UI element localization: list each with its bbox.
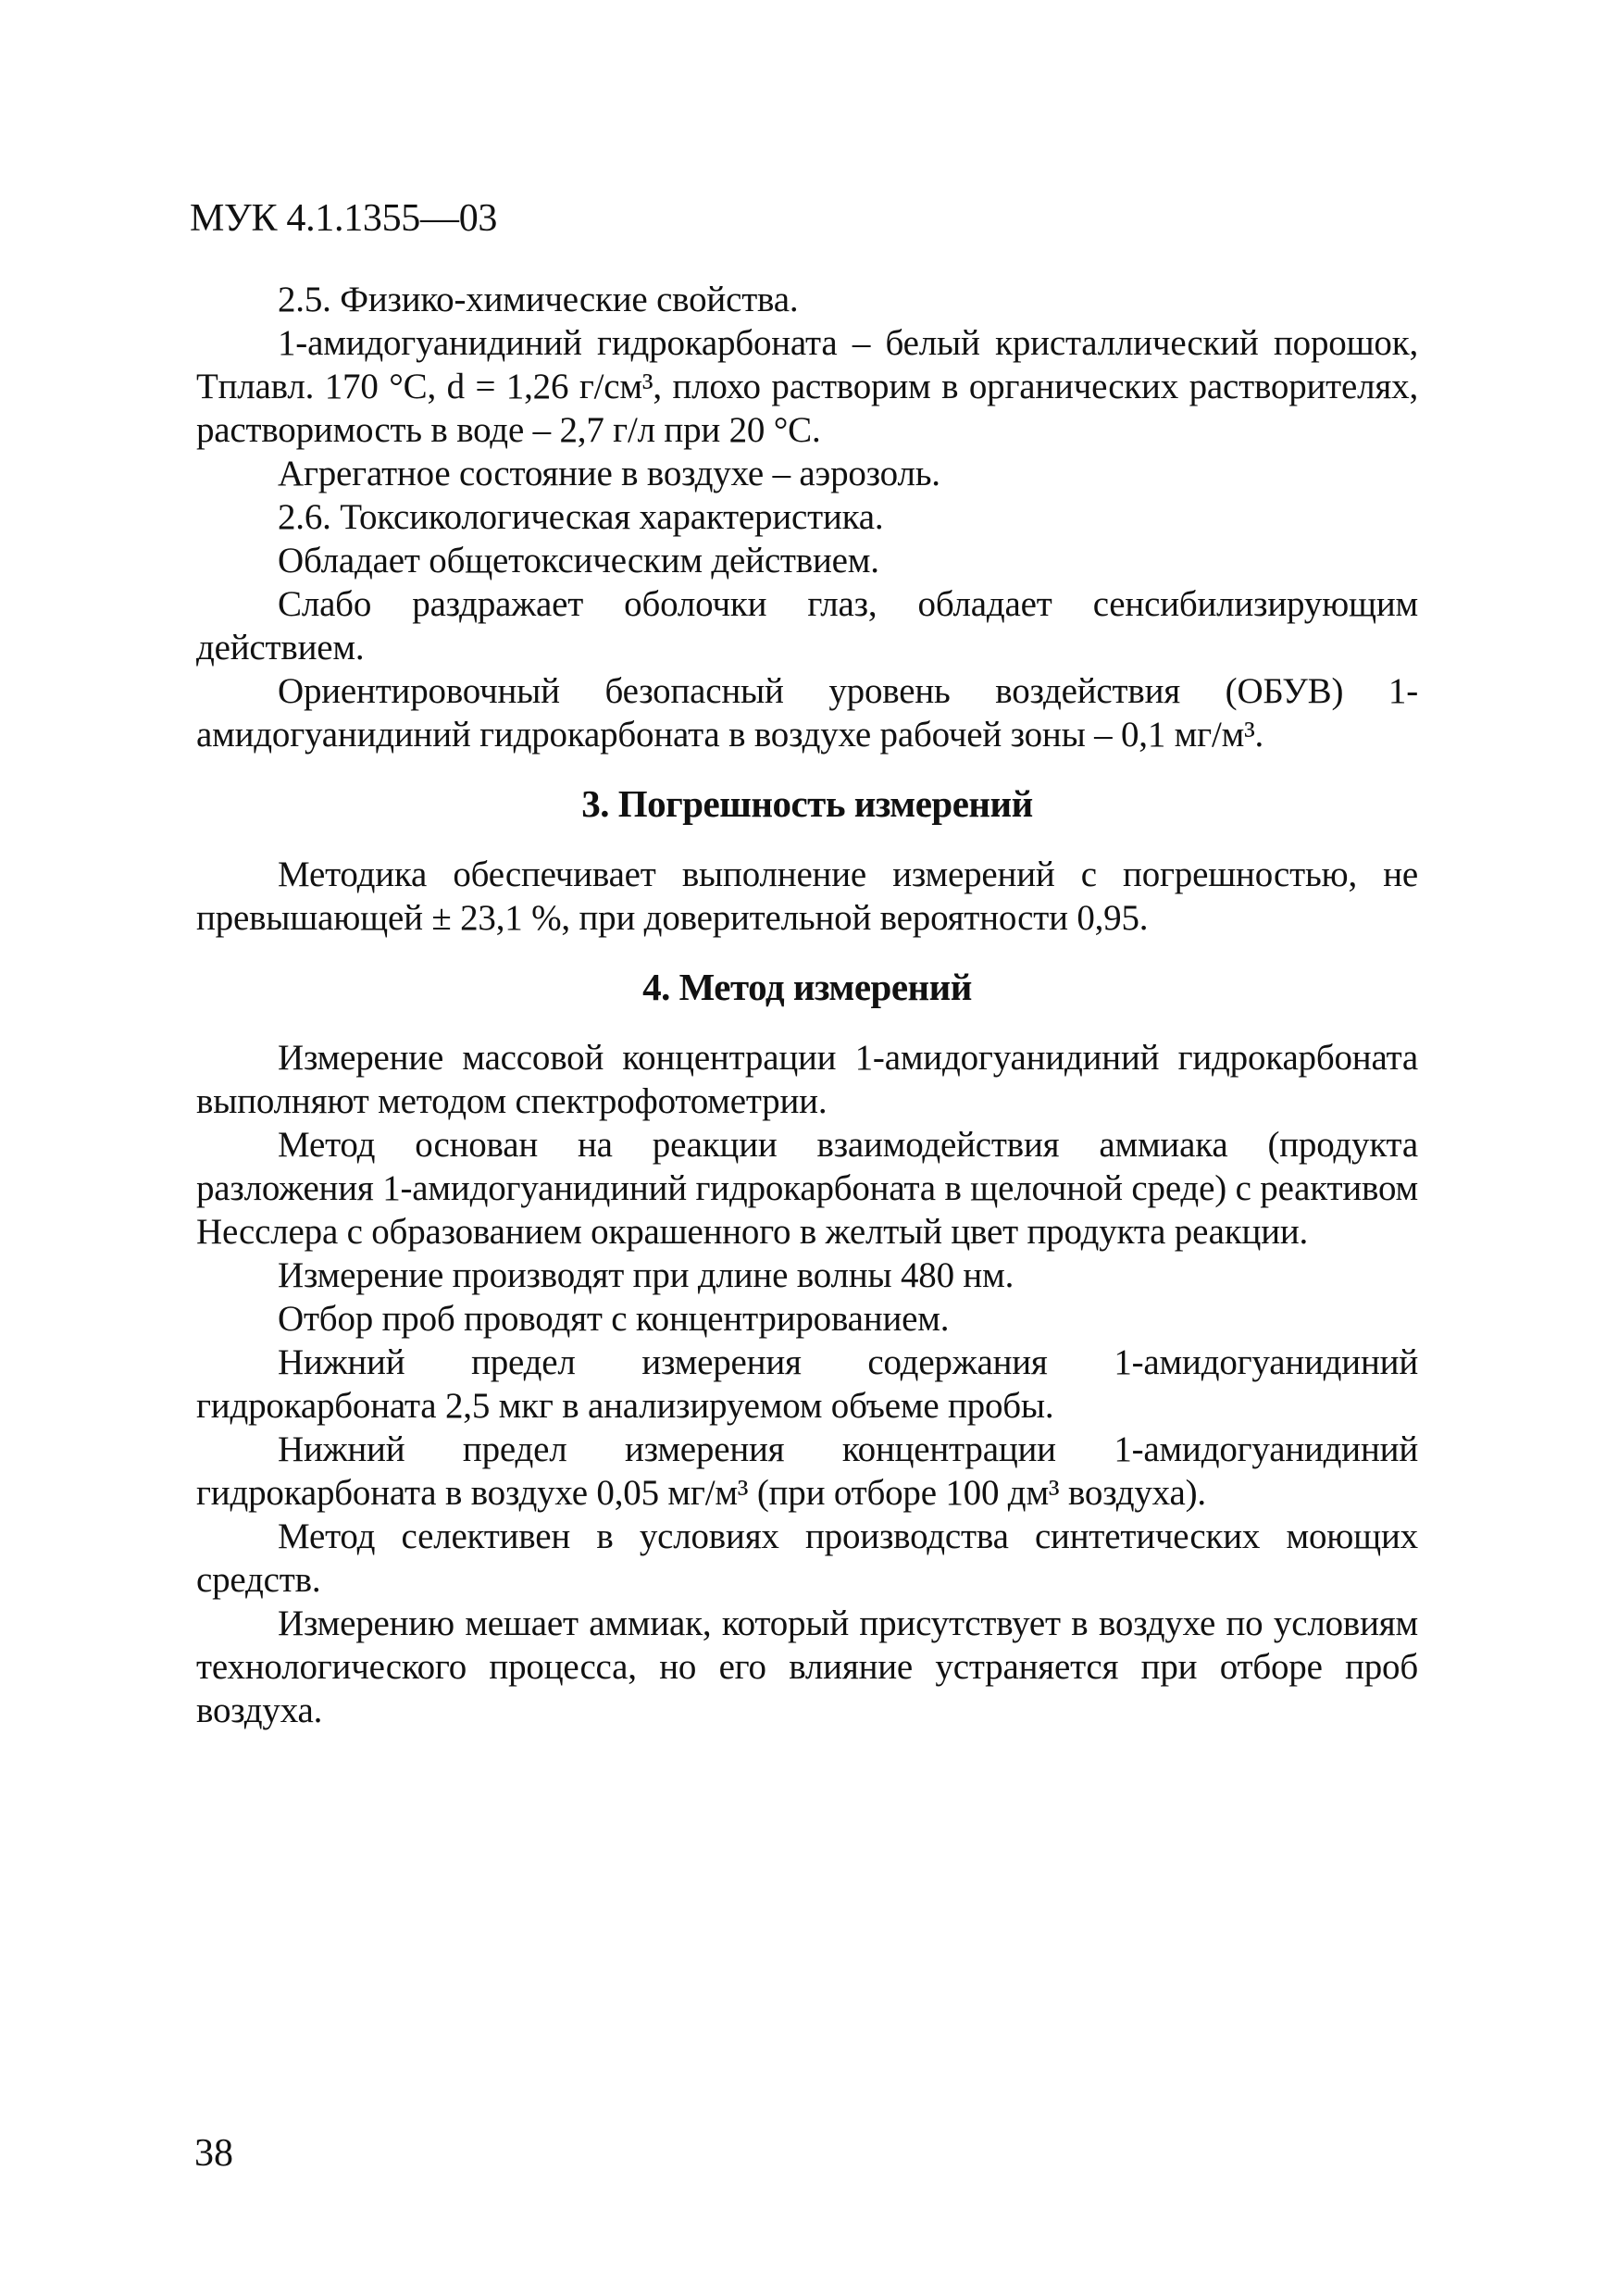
section-4-heading: 4. Метод измерений bbox=[642, 966, 972, 1008]
section-4-paragraph-7: Метод селективен в условиях производства синтетических моющих средств. bbox=[196, 1516, 1418, 1600]
section-3-paragraph-1: Методика обеспечивает выполнение измерений с погрешностью, не превышающей ± 23,1 %, при доверительной вероятности 0,95. bbox=[196, 855, 1418, 938]
section-2-5-paragraph-1: 1-амидогуанидиний гидрокарбоната – белый кристаллический порошок, Tплавл. 170 °C, d = 1,26 г/см³, плохо растворим в органических растворителях, растворимость в воде – 2,7 г/л при 20 °C. bbox=[196, 323, 1418, 450]
section-2-6-title: 2.6. Токсикологическая характеристика. bbox=[278, 497, 884, 537]
section-2-5-title: 2.5. Физико-химические свойства. bbox=[278, 280, 799, 319]
section-4-paragraph-3: Измерение производят при длине волны 480 нм. bbox=[278, 1255, 1014, 1295]
section-4-paragraph-6: Нижний предел измерения концентрации 1-амидогуанидиний гидрокарбоната в воздухе 0,05 мг/м³ (при отборе 100 дм³ воздуха). bbox=[196, 1429, 1418, 1513]
section-4-paragraph-5: Нижний предел измерения содержания 1-амидогуанидиний гидрокарбоната 2,5 мкг в анализируемом объеме пробы. bbox=[196, 1342, 1418, 1426]
page-number: 38 bbox=[194, 2132, 233, 2175]
section-2-6-paragraph-2: Слабо раздражает оболочки глаз, обладает сенсибилизирующим действием. bbox=[196, 584, 1418, 668]
section-4-paragraph-1: Измерение массовой концентрации 1-амидогуанидиний гидрокарбоната выполняют методом спектрофотометрии. bbox=[196, 1038, 1418, 1121]
section-4-paragraph-8: Измерению мешает аммиак, который присутствует в воздухе по условиям технологического процесса, но его влияние устраняется при отборе проб воздуха. bbox=[196, 1603, 1418, 1730]
section-4-paragraph-2: Метод основан на реакции взаимодействия аммиака (продукта разложения 1-амидогуанидиний гидрокарбоната в щелочной среде) с реактивом Несслера с образованием окрашенного в желтый цвет продукта реакции. bbox=[196, 1125, 1418, 1252]
section-3-heading: 3. Погрешность измерений bbox=[581, 782, 1033, 825]
document-code-header: МУК 4.1.1355—03 bbox=[190, 197, 498, 240]
section-4-paragraph-4: Отбор проб проводят с концентрированием. bbox=[278, 1299, 950, 1339]
section-2-6-paragraph-1: Обладает общетоксическим действием. bbox=[278, 541, 879, 580]
section-2-6-paragraph-3: Ориентировочный безопасный уровень воздействия (ОБУВ) 1-амидогуанидиний гидрокарбоната в воздухе рабочей зоны – 0,1 мг/м³. bbox=[196, 671, 1418, 755]
section-2-5-paragraph-2: Агрегатное состояние в воздухе – аэрозоль. bbox=[278, 454, 940, 493]
page-body bbox=[196, 278, 1418, 1732]
